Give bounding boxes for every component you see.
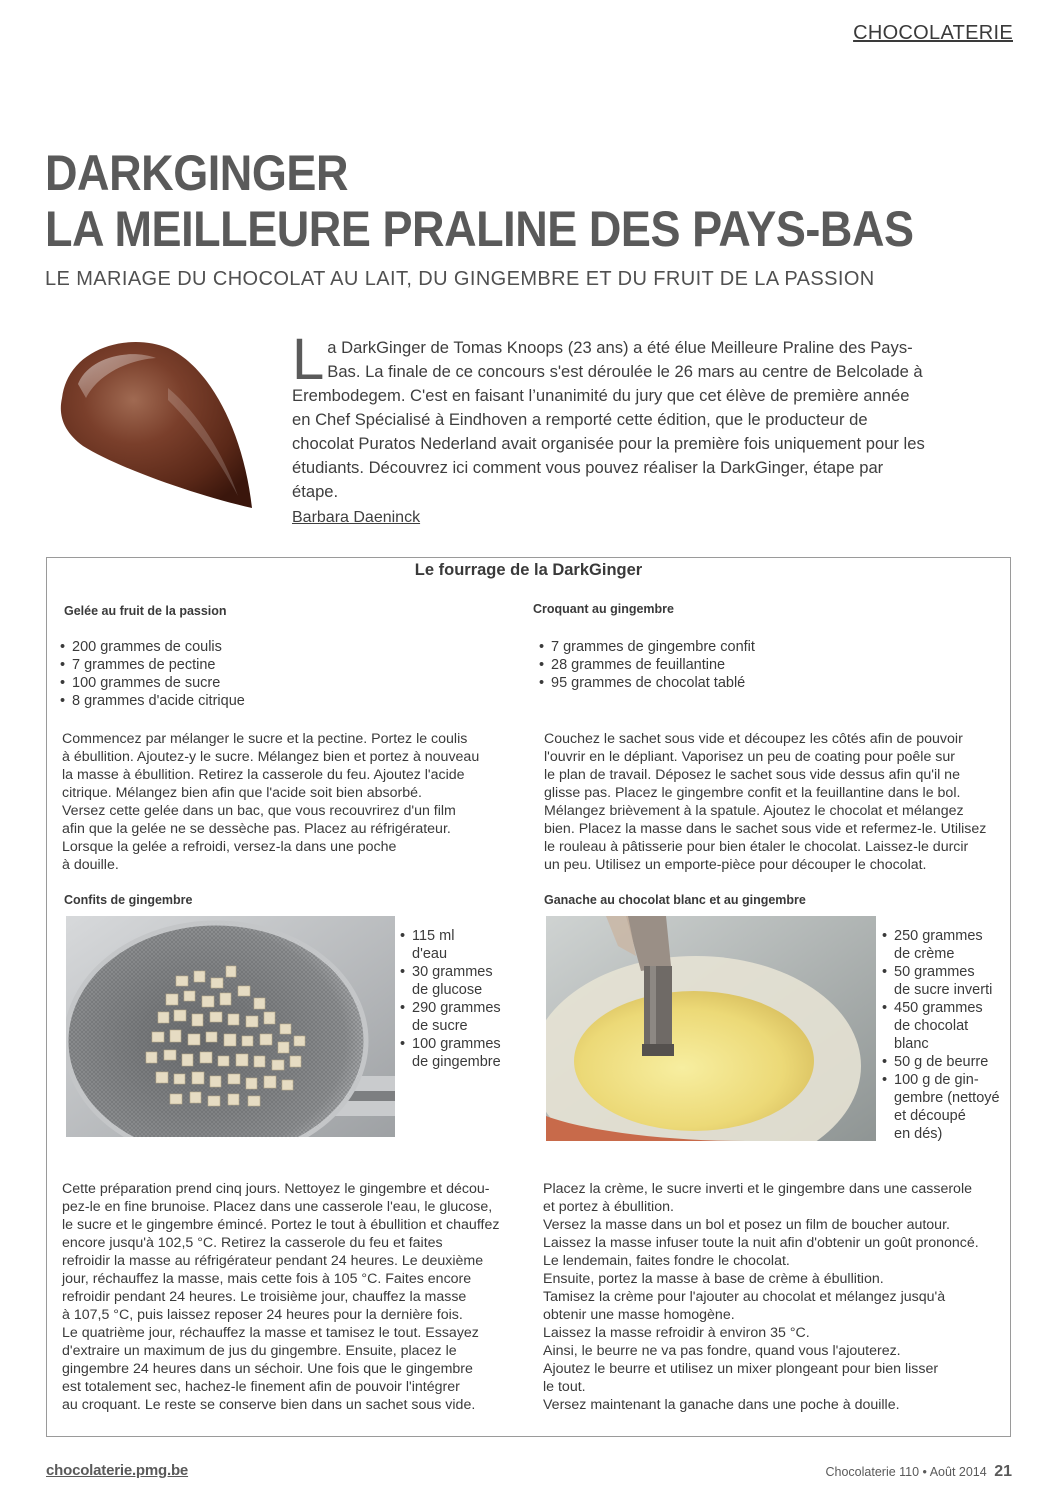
- ganache-mixer-photo: [546, 916, 876, 1141]
- ingredient-line: de gingembre: [412, 1054, 501, 1070]
- instruction-line: refroidir la masse au réfrigérateur pendant 24 heures. Le deuxième: [62, 1253, 484, 1269]
- ingredient-line: • 250 grammes: [894, 928, 983, 944]
- ingredient-item: [60, 674, 245, 692]
- ingredient-line: • 95 grammes de chocolat tablé: [551, 675, 746, 691]
- footer-issue: Chocolaterie 110 • Août 2014: [825, 1465, 987, 1479]
- croquant-instructions: [544, 730, 1010, 874]
- ingredient-item: [882, 927, 1000, 963]
- instruction-line: Laissez la masse refroidir à environ 35 °C.: [543, 1325, 810, 1341]
- instruction-line: Versez maintenant la ganache dans une poche à douille.: [543, 1397, 900, 1413]
- article-subtitle: LE MARIAGE DU CHOCOLAT AU LAIT, DU GINGEMBRE ET DU FRUIT DE LA PASSION: [45, 268, 875, 290]
- praline-image: [48, 318, 260, 518]
- instruction-line: Le quatrième jour, réchauffez la masse et tamisez le tout. Essayez: [62, 1325, 479, 1341]
- instruction-line: le plan de travail. Déposez le sachet sous vide dessus afin qu'il ne: [544, 767, 960, 783]
- instruction-line: gingembre 24 heures dans un séchoir. Une fois que le gingembre: [62, 1361, 473, 1377]
- instruction-line: Tamisez la crème pour l'ajouter au chocolat et mélangez jusqu'à: [543, 1289, 946, 1305]
- instruction-line: le tout.: [543, 1379, 586, 1395]
- confits-ingredients: [400, 927, 501, 1071]
- instruction-line: à 107,5 °C, puis laissez reposer 24 heures pour la dernière fois.: [62, 1307, 463, 1323]
- confits-heading: Confits de gingembre: [64, 893, 193, 907]
- author-name: Barbara Daeninck: [292, 509, 421, 526]
- instruction-line: Versez la masse dans un bol et posez un film de boucher autour.: [543, 1217, 950, 1233]
- confits-instructions: [62, 1180, 532, 1414]
- ingredient-line: • 50 grammes: [894, 964, 975, 980]
- ingredient-line: de sucre inverti: [894, 982, 993, 998]
- instruction-line: Ensuite, portez la masse à base de crème à ébullition.: [543, 1271, 884, 1287]
- ingredient-line: • 30 grammes: [412, 964, 493, 980]
- instruction-line: Lorsque la gelée a refroidi, versez-la dans une poche: [62, 839, 397, 855]
- ganache-heading: Ganache au chocolat blanc et au gingembre: [544, 893, 806, 907]
- ganache-instructions: [543, 1180, 1013, 1414]
- instruction-line: un peu. Utilisez un emporte-pièce pour découper le chocolat.: [544, 857, 927, 873]
- ingredient-line: • 7 grammes de gingembre confit: [551, 639, 755, 655]
- instruction-line: Mélangez brièvement à la spatule. Ajoutez le chocolat et mélangez: [544, 803, 964, 819]
- ingredient-item: [882, 1071, 1000, 1143]
- instruction-line: est totalement sec, hachez-le finement afin de pouvoir l'intégrer: [62, 1379, 460, 1395]
- instruction-line: afin que la gelée ne se dessèche pas. Placez au réfrigérateur.: [62, 821, 451, 837]
- ingredient-line: • 100 grammes de sucre: [72, 675, 221, 691]
- ingredient-line: • 115 ml: [412, 928, 455, 944]
- instruction-line: pez-le en fine brunoise. Placez dans une casserole l'eau, le glucose,: [62, 1199, 493, 1215]
- instruction-line: refroidir pendant 24 heures. Le troisième jour, chauffez la masse: [62, 1289, 467, 1305]
- article-title: [45, 145, 914, 257]
- instruction-line: Versez cette gelée dans un bac, que vous recouvrirez d'un film: [62, 803, 456, 819]
- drop-cap: L: [292, 327, 325, 392]
- instruction-line: la masse à ébullition. Retirez la casserole du feu. Ajoutez l'acide: [62, 767, 465, 783]
- ingredient-line: • 7 grammes de pectine: [72, 657, 216, 673]
- instruction-line: Couchez le sachet sous vide et découpez les côtés afin de pouvoir: [544, 731, 963, 747]
- instruction-line: le rouleau à pâtisserie pour bien étaler le chocolat. Laissez-le durcir: [544, 839, 969, 855]
- gelee-ingredients: [60, 638, 245, 710]
- section-tag: CHOCOLATERIE: [853, 22, 1013, 44]
- ingredient-item: [400, 999, 501, 1035]
- ingredient-item: [400, 963, 501, 999]
- page-number: 21: [994, 1463, 1012, 1480]
- ingredient-line: • 200 grammes de coulis: [72, 639, 222, 655]
- ingredient-item: [400, 927, 501, 963]
- ingredient-item: [539, 638, 755, 656]
- instruction-line: Placez la crème, le sucre inverti et le gingembre dans une casserole: [543, 1181, 972, 1197]
- ingredient-item: [60, 656, 245, 674]
- instruction-line: Laissez la masse infuser toute la nuit afin d'obtenir un goût prononcé.: [543, 1235, 979, 1251]
- title-line-1: DARKGINGER: [45, 145, 349, 201]
- gelee-heading: Gelée au fruit de la passion: [64, 604, 227, 618]
- ingredient-line: • 28 grammes de feuillantine: [551, 657, 726, 673]
- instruction-line: Ainsi, le beurre ne va pas fondre, quand vous l'ajouterez.: [543, 1343, 901, 1359]
- instruction-line: le sucre et le gingembre émincé. Portez le tout à ébullition et chauffez: [62, 1217, 500, 1233]
- ingredient-line: • 8 grammes d'acide citrique: [72, 693, 245, 709]
- ingredient-line: • 290 grammes: [412, 1000, 501, 1016]
- instruction-line: et portez à ébullition.: [543, 1199, 674, 1215]
- ingredient-line: de glucose: [412, 982, 483, 998]
- ingredient-line: de chocolat: [894, 1018, 969, 1034]
- ingredient-line: en dés): [894, 1126, 943, 1142]
- instruction-line: à ébullition. Ajoutez-y le sucre. Mélangez bien et portez à nouveau: [62, 749, 480, 765]
- instruction-line: bien. Placez la masse dans le sachet sous vide et refermez-le. Utilisez: [544, 821, 987, 837]
- ingredient-item: [882, 963, 1000, 999]
- ingredient-line: • 50 g de beurre: [894, 1054, 989, 1070]
- ingredient-item: [882, 1053, 1000, 1071]
- ingredient-line: de crème: [894, 946, 955, 962]
- ginger-sieve-photo: [66, 916, 395, 1137]
- footer-website[interactable]: chocolaterie.pmg.be: [46, 1462, 189, 1479]
- instruction-line: l'ouvrir en le dépliant. Vaporisez un peu de coating pour poêle sur: [544, 749, 955, 765]
- gelee-instructions: [62, 730, 532, 874]
- ingredient-line: • 450 grammes: [894, 1000, 983, 1016]
- ingredient-item: [60, 638, 245, 656]
- instruction-line: d'extraire un maximum de jus du gingembre. Ensuite, placez le: [62, 1343, 457, 1359]
- ganache-ingredients: [882, 927, 1000, 1143]
- footer-issue-info: [826, 1463, 1013, 1481]
- instruction-line: Commencez par mélanger le sucre et la pectine. Portez le coulis: [62, 731, 468, 747]
- title-line-2: LA MEILLEURE PRALINE DES PAYS-BAS: [45, 201, 914, 257]
- ingredient-item: [539, 674, 755, 692]
- croquant-heading: Croquant au gingembre: [533, 602, 674, 616]
- ingredient-line: gembre (nettoyé: [894, 1090, 1000, 1106]
- ingredient-item: [60, 692, 245, 710]
- instruction-line: obtenir une masse homogène.: [543, 1307, 735, 1323]
- instruction-line: Cette préparation prend cinq jours. Nettoyez le gingembre et décou-: [62, 1181, 490, 1197]
- intro-text: a DarkGinger de Tomas Knoops (23 ans) a été élue Meilleure Praline des Pays-Bas. La finale de ce concours s'est déroulée le 26 mars au centre de Belcolade à Erembodegem. C'est en faisant l’unanimité du jury que cet élève de première année en Chef Spécialisé à Eindhoven a remporté cette édition, que le producteur de chocolat Puratos Nederland avait organisée pour la première fois uniquement pour les étudiants. Découvrez ici comment vous pouvez réaliser la DarkGinger, étape par étape.: [292, 338, 925, 501]
- ingredient-line: et découpé: [894, 1108, 966, 1124]
- ingredient-line: d'eau: [412, 946, 448, 962]
- ingredient-item: [400, 1035, 501, 1071]
- instruction-line: glisse pas. Placez le gingembre confit et la feuillantine dans le bol.: [544, 785, 961, 801]
- ingredient-line: de sucre: [412, 1018, 468, 1034]
- recipe-box-title: Le fourrage de la DarkGinger: [414, 561, 643, 579]
- croquant-ingredients: [539, 638, 755, 692]
- instruction-line: encore jusqu'à 102,5 °C. Retirez la casserole du feu et faites: [62, 1235, 443, 1251]
- ingredient-line: • 100 grammes: [412, 1036, 501, 1052]
- ingredient-line: blanc: [894, 1036, 929, 1052]
- ingredient-item: [882, 999, 1000, 1053]
- instruction-line: au croquant. Le reste se conserve bien dans un sachet sous vide.: [62, 1397, 476, 1413]
- instruction-line: jour, réchauffez la masse, mais cette fois à 105 °C. Faites encore: [62, 1271, 472, 1287]
- instruction-line: à douille.: [62, 857, 119, 873]
- instruction-line: citrique. Mélangez bien afin que l'acide soit bien absorbé.: [62, 785, 422, 801]
- intro-paragraph: [292, 327, 932, 504]
- instruction-line: Ajoutez le beurre et utilisez un mixer plongeant pour bien lisser: [543, 1361, 939, 1377]
- ingredient-item: [539, 656, 755, 674]
- ingredient-line: • 100 g de gin-: [894, 1072, 979, 1088]
- instruction-line: Le lendemain, faites fondre le chocolat.: [543, 1253, 790, 1269]
